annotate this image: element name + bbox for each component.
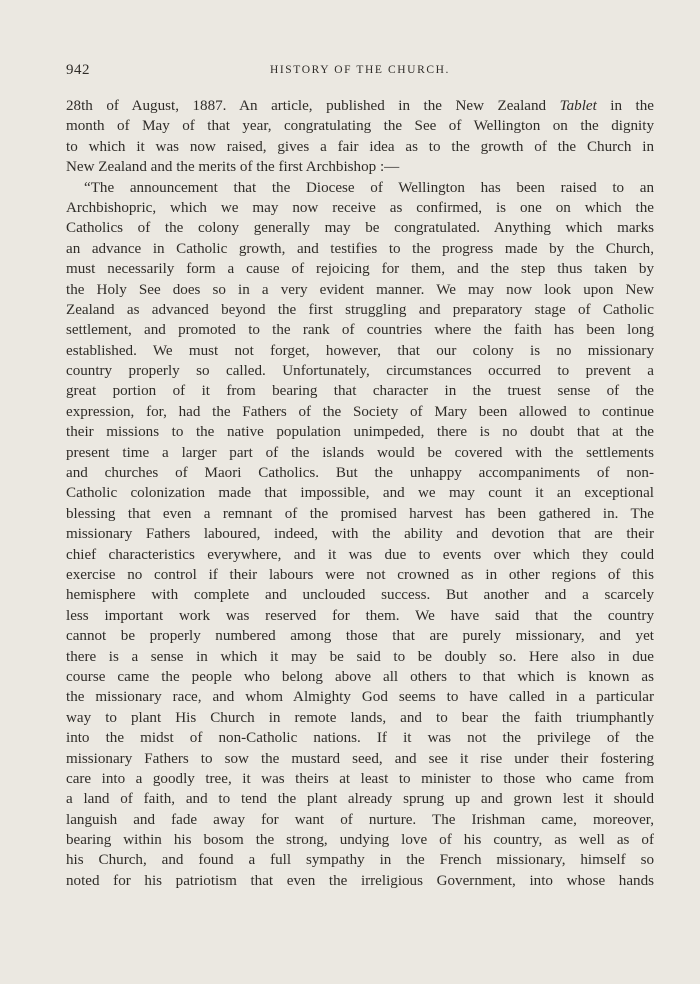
text-line: hemisphere with complete and unclouded success. But another and a scarcely: [66, 587, 654, 604]
text-line: must necessarily form a cause of rejoicing for them, and the step thus taken by: [66, 261, 654, 278]
text-line: bearing within his bosom the strong, undying love of his country, as well as of: [66, 832, 654, 849]
page-header: [66, 62, 654, 82]
text-line: languish and fade away for want of nurture. The Irishman came, moreover,: [66, 811, 654, 828]
text-line: month of May of that year, congratulating the See of Wellington on the dignity: [66, 118, 654, 135]
text-line: established. We must not forget, however, that our colony is no missionary: [66, 342, 654, 359]
text-span: 28th of August, 1887. An article, published in the New Zealand: [66, 98, 560, 114]
text-line: missionary Fathers laboured, indeed, with the ability and devotion that are their: [66, 526, 654, 543]
text-line: Archbishopric, which we may now receive as confirmed, is one on which the: [66, 199, 654, 216]
running-head: HISTORY OF THE CHURCH.: [269, 64, 451, 76]
text-line: the Holy See does so in a very evident manner. We may now look upon New: [66, 281, 654, 298]
text-line: way to plant His Church in remote lands, and to bear the faith triumphantly: [66, 709, 654, 726]
text-line: to which it was now raised, gives a fair idea as to the growth of the Church in: [66, 138, 654, 155]
text-line: chief characteristics everywhere, and it was due to events over which they could: [66, 546, 654, 563]
text-line: Catholics of the colony generally may be congratulated. Anything which marks: [66, 220, 654, 237]
text-line: a land of faith, and to tend the plant already sprung up and grown lest it should: [66, 791, 654, 808]
page-number: 942: [66, 62, 90, 78]
text-line: there is a sense in which it may be said to be doubly so. Here also in due: [66, 648, 654, 665]
text-line: cannot be properly numbered among those that are purely missionary, and yet: [66, 628, 654, 645]
body-text: [66, 96, 654, 891]
publication-title: Tablet: [559, 98, 597, 114]
text-line: Catholic colonization made that impossible, and we may count it an exceptional: [66, 485, 654, 502]
text-line: country properly so called. Unfortunately, circumstances occurred to prevent a: [66, 363, 654, 380]
text-line: his Church, and found a full sympathy in the French missionary, himself so: [66, 852, 654, 869]
text-line: the missionary race, and whom Almighty God seems to have called in a particular: [66, 689, 654, 706]
text-line: course came the people who belong above all others to that which is known as: [66, 668, 654, 685]
text-line: settlement, and promoted to the rank of countries where the faith has been long: [66, 322, 654, 339]
text-line: [66, 96, 654, 116]
text-line: expression, for, had the Fathers of the Society of Mary been allowed to continue: [66, 403, 654, 420]
text-line: blessing that even a remnant of the promised harvest has been gathered in. The: [66, 505, 654, 522]
text-line: exercise no control if their labours were not crowned as in other regions of this: [66, 566, 654, 583]
text-line: New Zealand and the merits of the first Archbishop :—: [66, 159, 400, 176]
text-line: “The announcement that the Diocese of Wellington has been raised to an: [84, 179, 654, 196]
text-line: great portion of it from bearing that character in the truest sense of the: [66, 383, 654, 400]
text-line: care into a goodly tree, it was theirs at least to minister to those who came from: [66, 770, 654, 787]
text-line: present time a larger part of the islands would be covered with the settlements: [66, 444, 654, 461]
text-line: missionary Fathers to sow the mustard seed, and see it rise under their fostering: [66, 750, 654, 767]
text-line: less important work was reserved for them. We have said that the country: [66, 607, 654, 624]
text-line: into the midst of non-Catholic nations. If it was not the privilege of the: [66, 730, 654, 747]
text-line: noted for his patriotism that even the irreligious Government, into whose hands: [66, 872, 654, 889]
text-span: in the: [596, 98, 654, 114]
text-line: an advance in Catholic growth, and testifies to the progress made by the Church,: [66, 240, 654, 257]
text-line: Zealand as advanced beyond the first struggling and preparatory stage of Catholic: [66, 301, 654, 318]
text-line: and churches of Maori Catholics. But the unhappy accompaniments of non-: [66, 465, 654, 482]
text-line: their missions to the native population unimpeded, there is no doubt that at the: [66, 424, 654, 441]
